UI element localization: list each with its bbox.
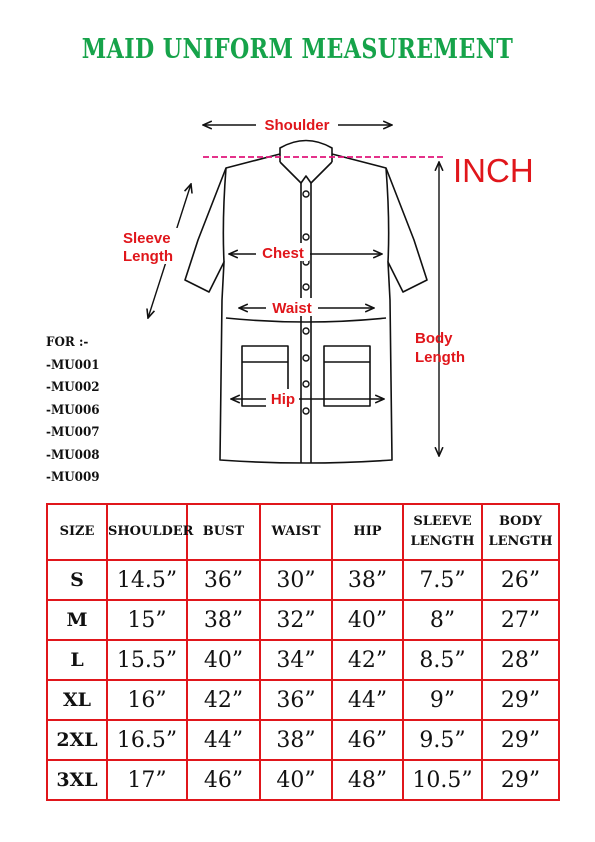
cell-waist: 36” <box>260 680 332 720</box>
unit-label: INCH <box>453 152 534 189</box>
button-1 <box>303 191 309 197</box>
product-code: -MU009 <box>46 470 100 485</box>
cell-shoulder: 15.5” <box>107 640 187 680</box>
table-row <box>47 600 559 640</box>
cell-shoulder: 16.5” <box>107 720 187 760</box>
cell-shoulder: 14.5” <box>107 560 187 600</box>
cell-hip: 42” <box>332 640 403 680</box>
header-bust: BUST <box>187 504 260 560</box>
cell-sleeve-length: 7.5” <box>403 560 482 600</box>
cell-body-length: 28” <box>482 640 559 680</box>
cell-size: 3XL <box>47 760 107 800</box>
cell-shoulder: 16” <box>107 680 187 720</box>
cell-bust: 46” <box>187 760 260 800</box>
cell-body-length: 29” <box>482 760 559 800</box>
cell-bust: 38” <box>187 600 260 640</box>
page-title: MAID UNIFORM MEASUREMENT <box>81 34 514 65</box>
header-body-length: BODY LENGTH <box>482 504 559 560</box>
cell-waist: 38” <box>260 720 332 760</box>
applies-to-list <box>46 332 104 490</box>
table-row <box>47 560 559 600</box>
button-8 <box>303 408 309 414</box>
cell-size: 2XL <box>47 720 107 760</box>
applies-to-heading: FOR :- <box>46 335 89 350</box>
cell-bust: 40” <box>187 640 260 680</box>
cell-sleeve-length: 9” <box>403 680 482 720</box>
table-row <box>47 680 559 720</box>
cell-size: L <box>47 640 107 680</box>
body-length-label-2: Length <box>415 349 465 366</box>
table-header-row <box>47 504 559 560</box>
cell-bust: 42” <box>187 680 260 720</box>
cell-hip: 46” <box>332 720 403 760</box>
cell-body-length: 27” <box>482 600 559 640</box>
header-waist: WAIST <box>260 504 332 560</box>
cell-sleeve-length: 8.5” <box>403 640 482 680</box>
cell-waist: 32” <box>260 600 332 640</box>
button-6 <box>303 355 309 361</box>
cell-waist: 40” <box>260 760 332 800</box>
product-code: -MU002 <box>46 380 100 395</box>
product-code: -MU001 <box>46 357 100 373</box>
header-hip: HIP <box>332 504 403 560</box>
button-2 <box>303 234 309 240</box>
cell-hip: 48” <box>332 760 403 800</box>
cell-hip: 40” <box>332 600 403 640</box>
hip-label: Hip <box>270 391 296 408</box>
cell-size: M <box>47 600 107 640</box>
cell-shoulder: 17” <box>107 760 187 800</box>
product-code: -MU006 <box>46 402 100 418</box>
cell-body-length: 29” <box>482 680 559 720</box>
cell-size: XL <box>47 680 107 720</box>
chest-label: Chest <box>262 245 304 262</box>
table-row <box>47 720 559 760</box>
table-row <box>47 640 559 680</box>
cell-body-length: 29” <box>482 720 559 760</box>
cell-waist: 30” <box>260 560 332 600</box>
shoulder-label: Shoulder <box>264 117 330 134</box>
cell-size: S <box>47 560 107 600</box>
cell-shoulder: 15” <box>107 600 187 640</box>
cell-bust: 36” <box>187 560 260 600</box>
sleeve-length-label-1: Sleeve <box>123 230 171 247</box>
product-code: -MU007 <box>46 425 100 440</box>
header-sleeve-length: SLEEVE LENGTH <box>403 504 482 560</box>
cell-hip: 44” <box>332 680 403 720</box>
size-chart-table <box>46 503 560 801</box>
body-length-label-1: Body <box>415 330 453 347</box>
cell-body-length: 26” <box>482 560 559 600</box>
cell-sleeve-length: 8” <box>403 600 482 640</box>
button-7 <box>303 381 309 387</box>
cell-sleeve-length: 9.5” <box>403 720 482 760</box>
header-size: SIZE <box>47 504 107 560</box>
cell-waist: 34” <box>260 640 332 680</box>
button-4 <box>303 284 309 290</box>
cell-hip: 38” <box>332 560 403 600</box>
table-row <box>47 760 559 800</box>
cell-bust: 44” <box>187 720 260 760</box>
header-shoulder: SHOULDER <box>107 504 187 560</box>
sleeve-length-label-2: Length <box>123 248 173 265</box>
cell-sleeve-length: 10.5” <box>403 760 482 800</box>
button-5 <box>303 328 309 334</box>
product-code: -MU008 <box>46 447 100 463</box>
waist-label: Waist <box>272 300 312 317</box>
